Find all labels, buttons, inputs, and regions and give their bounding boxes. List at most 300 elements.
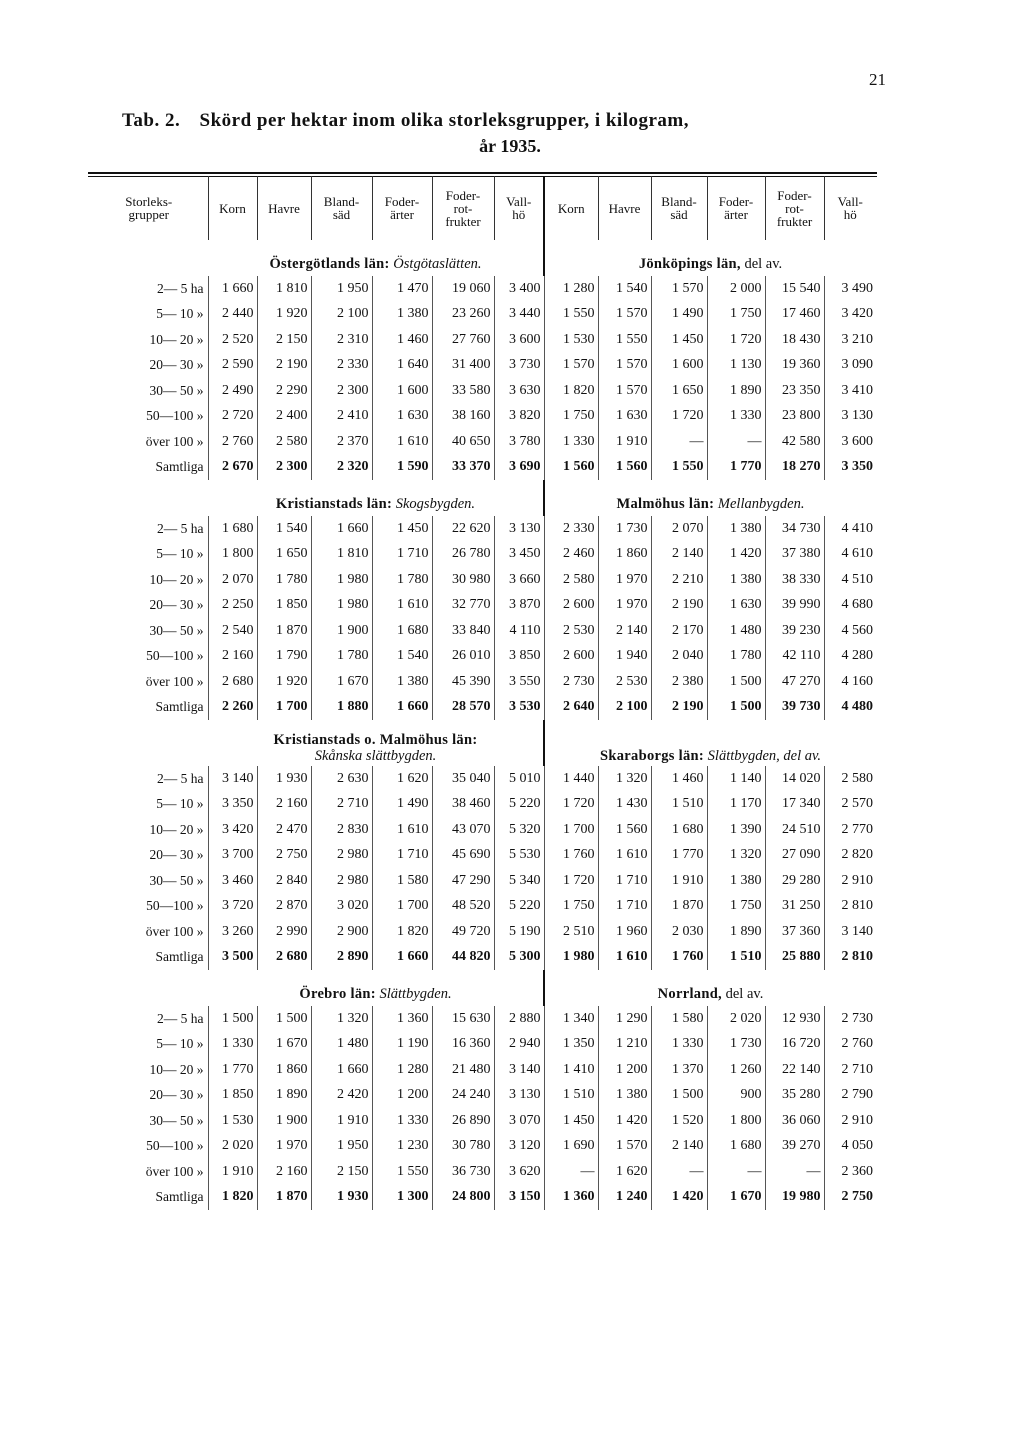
yield-value: 1 870 — [257, 618, 311, 644]
yield-value: 3 070 — [494, 1108, 544, 1134]
region-name: Örebro län: — [299, 986, 376, 1002]
yield-value: 2 210 — [651, 567, 707, 593]
header-foder-left: Foder- rot- frukter — [432, 176, 494, 240]
yield-value: 1 750 — [707, 894, 765, 920]
size-group-label: 30— 50 » — [149, 872, 204, 888]
yield-value: 26 010 — [432, 644, 494, 670]
yield-value: 1 470 — [372, 276, 432, 302]
yield-value: 3 210 — [824, 327, 876, 353]
size-group-label: 20— 30 » — [149, 357, 204, 373]
size-group-label: 10— 20 » — [149, 1061, 204, 1077]
region-header-row — [90, 480, 876, 516]
yield-value: 1 570 — [598, 378, 651, 404]
yield-value: 1 780 — [257, 567, 311, 593]
yield-value: 2 100 — [598, 695, 651, 721]
yield-value: 5 530 — [494, 843, 544, 869]
yield-value: 2 600 — [544, 593, 598, 619]
yield-value: 48 520 — [432, 894, 494, 920]
yield-value: 2 000 — [707, 276, 765, 302]
region-title-left — [208, 970, 544, 1006]
yield-value: 1 550 — [598, 327, 651, 353]
yield-value: 1 360 — [372, 1006, 432, 1032]
yield-value: 2 680 — [257, 945, 311, 971]
region-title-right — [544, 480, 876, 516]
yield-value: 1 380 — [598, 1083, 651, 1109]
yield-value: 1 420 — [598, 1108, 651, 1134]
header-foder-left: Foder- ärter — [372, 176, 432, 240]
yield-value: 2 160 — [257, 792, 311, 818]
yield-value: 2 540 — [208, 618, 257, 644]
table-row — [90, 868, 876, 894]
yield-value: 25 880 — [765, 945, 824, 971]
yield-value: 21 480 — [432, 1057, 494, 1083]
yield-value: 1 770 — [707, 455, 765, 481]
yield-value: 2 040 — [651, 644, 707, 670]
yield-value: 3 730 — [494, 353, 544, 379]
yield-value: 16 360 — [432, 1032, 494, 1058]
yield-value: 2 490 — [208, 378, 257, 404]
yield-value: 2 570 — [824, 792, 876, 818]
region-subname: del av. — [725, 986, 764, 1002]
yield-value: 3 140 — [824, 919, 876, 945]
yield-value: 1 920 — [257, 302, 311, 328]
yield-value: 1 910 — [598, 429, 651, 455]
yield-value: 24 800 — [432, 1185, 494, 1211]
yield-value: 1 950 — [311, 1134, 372, 1160]
yield-value: 1 750 — [544, 894, 598, 920]
size-group-label: 5— 10 » — [156, 796, 204, 812]
yield-value: 1 710 — [372, 843, 432, 869]
yield-value: 3 490 — [824, 276, 876, 302]
table-row — [90, 669, 876, 695]
yield-value: 1 140 — [707, 766, 765, 792]
yield-value: 1 590 — [372, 455, 432, 481]
region-header-row — [90, 970, 876, 1006]
yield-value: 2 830 — [311, 817, 372, 843]
yield-value: 1 910 — [208, 1159, 257, 1185]
table-row — [90, 843, 876, 869]
yield-value: 1 230 — [372, 1134, 432, 1160]
yield-value: 1 930 — [311, 1185, 372, 1211]
yield-value: 1 660 — [311, 516, 372, 542]
yield-value: 2 900 — [311, 919, 372, 945]
table-row — [90, 429, 876, 455]
yield-value: 1 540 — [598, 276, 651, 302]
yield-value: 5 220 — [494, 792, 544, 818]
yield-value: — — [651, 429, 707, 455]
header-vall-left: Vall- hö — [494, 176, 544, 240]
yield-value: 1 770 — [651, 843, 707, 869]
yield-value: 1 490 — [372, 792, 432, 818]
yield-value: 15 540 — [765, 276, 824, 302]
header-foder-right: Foder- ärter — [707, 176, 765, 240]
total-row — [90, 695, 876, 721]
yield-value: 1 660 — [372, 945, 432, 971]
yield-value: 1 730 — [707, 1032, 765, 1058]
yield-value: 1 280 — [544, 276, 598, 302]
table-body — [90, 240, 876, 1210]
yield-value: 1 630 — [598, 404, 651, 430]
yield-value: 1 570 — [544, 353, 598, 379]
table-row — [90, 1159, 876, 1185]
yield-value: 2 190 — [257, 353, 311, 379]
yield-value: 1 570 — [598, 1134, 651, 1160]
yield-value: 19 060 — [432, 276, 494, 302]
yield-value: 3 410 — [824, 378, 876, 404]
yield-value: 3 090 — [824, 353, 876, 379]
table-row — [90, 593, 876, 619]
yield-value: 35 040 — [432, 766, 494, 792]
yield-value: 30 980 — [432, 567, 494, 593]
yield-value: 1 940 — [598, 644, 651, 670]
page-number: 21 — [869, 70, 886, 89]
size-group-label: 20— 30 » — [149, 597, 204, 613]
yield-value: 1 790 — [257, 644, 311, 670]
yield-value: 1 660 — [311, 1057, 372, 1083]
yield-value: 3 150 — [494, 1185, 544, 1211]
table-row — [90, 378, 876, 404]
yield-value: 2 460 — [544, 542, 598, 568]
yield-value: 1 810 — [257, 276, 311, 302]
yield-value: 3 820 — [494, 404, 544, 430]
table-row — [90, 1057, 876, 1083]
yield-value: 27 760 — [432, 327, 494, 353]
yield-value: 3 350 — [824, 455, 876, 481]
yield-value: 1 690 — [544, 1134, 598, 1160]
table-row — [90, 766, 876, 792]
yield-value: 4 110 — [494, 618, 544, 644]
yield-value: 4 160 — [824, 669, 876, 695]
yield-value: 1 610 — [372, 429, 432, 455]
yield-value: 1 320 — [598, 766, 651, 792]
yield-value: 1 890 — [707, 919, 765, 945]
size-group-label: 10— 20 » — [149, 571, 204, 587]
yield-value: 24 240 — [432, 1083, 494, 1109]
table-number: Tab. 2. — [122, 110, 181, 131]
yield-value: 2 590 — [208, 353, 257, 379]
yield-value: 1 950 — [311, 276, 372, 302]
yield-value: 2 760 — [208, 429, 257, 455]
yield-value: 1 540 — [372, 644, 432, 670]
yield-value: 1 630 — [372, 404, 432, 430]
yield-value: 2 840 — [257, 868, 311, 894]
yield-value: 1 570 — [598, 353, 651, 379]
header-row — [90, 176, 876, 240]
yield-value: 1 970 — [598, 593, 651, 619]
yield-value: 1 610 — [598, 843, 651, 869]
yield-value: 1 330 — [208, 1032, 257, 1058]
top-rule-thick — [88, 172, 877, 174]
yield-value: 17 340 — [765, 792, 824, 818]
yield-value: 1 500 — [257, 1006, 311, 1032]
yield-value: 3 140 — [208, 766, 257, 792]
yield-value: 36 730 — [432, 1159, 494, 1185]
yield-value: 1 870 — [651, 894, 707, 920]
yield-value: 2 580 — [544, 567, 598, 593]
region-name: Malmöhus län: — [616, 496, 715, 512]
size-group-label: 50—100 » — [146, 648, 204, 664]
yield-value: 1 550 — [544, 302, 598, 328]
region-name: Östergötlands län: — [269, 256, 390, 272]
yield-value: 44 820 — [432, 945, 494, 971]
yield-value: 1 190 — [372, 1032, 432, 1058]
yield-value: 5 010 — [494, 766, 544, 792]
yield-value: 2 020 — [707, 1006, 765, 1032]
region-name: Jönköpings län, — [638, 256, 741, 272]
yield-value: 3 720 — [208, 894, 257, 920]
yield-value: 2 990 — [257, 919, 311, 945]
size-group-label: 50—100 » — [146, 898, 204, 914]
yield-value: 1 930 — [257, 766, 311, 792]
region-name: Kristianstads län: — [275, 496, 393, 512]
yield-value: 2 810 — [824, 894, 876, 920]
yield-value: 2 300 — [257, 455, 311, 481]
table-title-text: Skörd per hektar inom olika storleksgrupper, i kilogram, — [199, 110, 690, 131]
table-row — [90, 644, 876, 670]
yield-value: 900 — [707, 1083, 765, 1109]
yield-value: 1 680 — [372, 618, 432, 644]
yield-value: 1 330 — [651, 1032, 707, 1058]
yield-value: 1 810 — [311, 542, 372, 568]
yield-value: 2 160 — [257, 1159, 311, 1185]
yield-value: 2 420 — [311, 1083, 372, 1109]
yield-value: 1 720 — [544, 792, 598, 818]
yield-value: 1 260 — [707, 1057, 765, 1083]
yield-value: 1 440 — [544, 766, 598, 792]
region-header-row — [90, 240, 876, 276]
total-row — [90, 945, 876, 971]
yield-value: 2 580 — [257, 429, 311, 455]
yield-value: 47 290 — [432, 868, 494, 894]
yield-value: 2 290 — [257, 378, 311, 404]
yield-value: 3 660 — [494, 567, 544, 593]
yield-value: 1 320 — [707, 843, 765, 869]
yield-value: 2 910 — [824, 868, 876, 894]
yield-value: 2 410 — [311, 404, 372, 430]
yield-value: 3 420 — [824, 302, 876, 328]
yield-value: — — [707, 1159, 765, 1185]
table-row — [90, 792, 876, 818]
yield-value: 1 700 — [372, 894, 432, 920]
yield-value: 1 980 — [311, 593, 372, 619]
table-row — [90, 1032, 876, 1058]
yield-value: 3 350 — [208, 792, 257, 818]
yield-value: 2 760 — [824, 1032, 876, 1058]
yield-value: 40 650 — [432, 429, 494, 455]
yield-value: 1 910 — [651, 868, 707, 894]
yield-value: 1 420 — [651, 1185, 707, 1211]
yield-value: 1 560 — [544, 455, 598, 481]
yield-value: 1 710 — [372, 542, 432, 568]
yield-value: 1 460 — [651, 766, 707, 792]
table-row — [90, 567, 876, 593]
yield-value: 34 730 — [765, 516, 824, 542]
yield-value: 1 870 — [257, 1185, 311, 1211]
yield-value: 1 900 — [311, 618, 372, 644]
yield-value: 39 270 — [765, 1134, 824, 1160]
table-row — [90, 1134, 876, 1160]
yield-value: 4 280 — [824, 644, 876, 670]
table-row — [90, 1108, 876, 1134]
total-row — [90, 1185, 876, 1211]
yield-value: 49 720 — [432, 919, 494, 945]
yield-value: 2 910 — [824, 1108, 876, 1134]
yield-value: 2 730 — [544, 669, 598, 695]
yield-value: 33 580 — [432, 378, 494, 404]
yield-value: 2 150 — [257, 327, 311, 353]
yield-value: 2 330 — [544, 516, 598, 542]
yield-value: 3 260 — [208, 919, 257, 945]
size-group-label: 30— 50 » — [149, 1112, 204, 1128]
yield-value: 1 710 — [598, 868, 651, 894]
yield-value: 3 850 — [494, 644, 544, 670]
yield-value: 18 270 — [765, 455, 824, 481]
size-group-label: över 100 » — [145, 433, 204, 449]
region-subname: Slättbygden. — [379, 986, 452, 1002]
yield-value: 1 970 — [257, 1134, 311, 1160]
yield-value: 1 420 — [707, 542, 765, 568]
yield-value: 2 980 — [311, 843, 372, 869]
yield-value: 1 880 — [311, 695, 372, 721]
yield-value: — — [651, 1159, 707, 1185]
yield-value: 1 750 — [544, 404, 598, 430]
yield-value: 2 630 — [311, 766, 372, 792]
region-spacer — [90, 720, 208, 766]
yield-value: 2 380 — [651, 669, 707, 695]
yield-value: 5 220 — [494, 894, 544, 920]
yield-value: 23 260 — [432, 302, 494, 328]
yield-value: 2 260 — [208, 695, 257, 721]
yield-value: 1 530 — [208, 1108, 257, 1134]
yield-value: 1 780 — [372, 567, 432, 593]
yield-value: 1 490 — [651, 302, 707, 328]
yield-value: 5 340 — [494, 868, 544, 894]
region-name: Norrland, — [657, 986, 722, 1002]
header-korn-left: Korn — [208, 176, 257, 240]
yield-value: 38 160 — [432, 404, 494, 430]
table-row — [90, 919, 876, 945]
size-group-label: över 100 » — [145, 673, 204, 689]
yield-value: 1 860 — [598, 542, 651, 568]
yield-value: 42 110 — [765, 644, 824, 670]
size-group-label: 5— 10 » — [156, 546, 204, 562]
yield-value: 1 660 — [208, 276, 257, 302]
yield-value: 2 140 — [651, 1134, 707, 1160]
yield-value: 2 890 — [311, 945, 372, 971]
yield-value: 2 440 — [208, 302, 257, 328]
yield-value: 4 480 — [824, 695, 876, 721]
yield-value: 1 770 — [208, 1057, 257, 1083]
region-name: Kristianstads o. Malmöhus län: — [273, 732, 478, 748]
yield-value: 1 570 — [598, 302, 651, 328]
yield-value: 1 720 — [651, 404, 707, 430]
yield-value: 1 530 — [544, 327, 598, 353]
yield-value: 16 720 — [765, 1032, 824, 1058]
yield-value: 1 820 — [372, 919, 432, 945]
yield-value: 1 370 — [651, 1057, 707, 1083]
yield-value: 3 690 — [494, 455, 544, 481]
yield-value: 2 190 — [651, 695, 707, 721]
region-title-right — [544, 720, 876, 766]
yield-value: 2 600 — [544, 644, 598, 670]
yield-value: 17 460 — [765, 302, 824, 328]
yield-value: 4 680 — [824, 593, 876, 619]
yield-value: 2 580 — [824, 766, 876, 792]
yield-value: 1 560 — [598, 455, 651, 481]
region-name: Skaraborgs län: — [600, 748, 705, 764]
yield-value: 3 700 — [208, 843, 257, 869]
yield-value: 2 980 — [311, 868, 372, 894]
region-subname: Skogsbygden. — [395, 496, 476, 512]
yield-value: 1 780 — [707, 644, 765, 670]
yield-value: 1 750 — [707, 302, 765, 328]
yield-value: 1 330 — [544, 429, 598, 455]
yield-value: 1 350 — [544, 1032, 598, 1058]
yield-value: 1 890 — [707, 378, 765, 404]
yield-value: 1 240 — [598, 1185, 651, 1211]
yield-value: 12 930 — [765, 1006, 824, 1032]
size-group-label: 2— 5 ha — [157, 280, 204, 296]
yield-value: 2 940 — [494, 1032, 544, 1058]
yield-value: 1 550 — [651, 455, 707, 481]
yield-value: 31 400 — [432, 353, 494, 379]
region-spacer — [90, 480, 208, 516]
yield-value: 1 520 — [651, 1108, 707, 1134]
yield-value: 19 360 — [765, 353, 824, 379]
table-title — [122, 110, 882, 132]
yield-value: 2 790 — [824, 1083, 876, 1109]
yield-value: 1 280 — [372, 1057, 432, 1083]
header-havre-left: Havre — [257, 176, 311, 240]
size-group-label: över 100 » — [145, 923, 204, 939]
yield-value: 1 850 — [257, 593, 311, 619]
size-group-label: över 100 » — [145, 1163, 204, 1179]
yield-value: 1 980 — [311, 567, 372, 593]
yield-value: 1 450 — [372, 516, 432, 542]
yield-value: 1 340 — [544, 1006, 598, 1032]
header-bland-left: Bland- säd — [311, 176, 372, 240]
yield-value: 1 680 — [208, 516, 257, 542]
size-group-label: 2— 5 ha — [157, 1010, 204, 1026]
yield-value: 1 660 — [372, 695, 432, 721]
yield-value: 22 140 — [765, 1057, 824, 1083]
yield-value: 1 650 — [257, 542, 311, 568]
yield-value: 32 770 — [432, 593, 494, 619]
yield-value: 24 510 — [765, 817, 824, 843]
yield-value: 33 370 — [432, 455, 494, 481]
yield-value: 37 380 — [765, 542, 824, 568]
yield-value: 1 540 — [257, 516, 311, 542]
yield-value: 3 140 — [494, 1057, 544, 1083]
yield-value: 1 820 — [208, 1185, 257, 1211]
yield-value: 38 330 — [765, 567, 824, 593]
yield-value: 2 530 — [544, 618, 598, 644]
yield-value: 2 360 — [824, 1159, 876, 1185]
yield-value: 36 060 — [765, 1108, 824, 1134]
yield-value: 2 190 — [651, 593, 707, 619]
region-title-left — [208, 480, 544, 516]
yield-value: 2 470 — [257, 817, 311, 843]
yield-value: 2 140 — [651, 542, 707, 568]
yield-value: 3 780 — [494, 429, 544, 455]
size-group-label: 20— 30 » — [149, 1087, 204, 1103]
yield-value: 1 170 — [707, 792, 765, 818]
yield-value: 2 730 — [824, 1006, 876, 1032]
table-year: år 1935. — [479, 136, 541, 156]
yield-value: 5 190 — [494, 919, 544, 945]
yield-value: 3 460 — [208, 868, 257, 894]
yield-value: 1 970 — [598, 567, 651, 593]
